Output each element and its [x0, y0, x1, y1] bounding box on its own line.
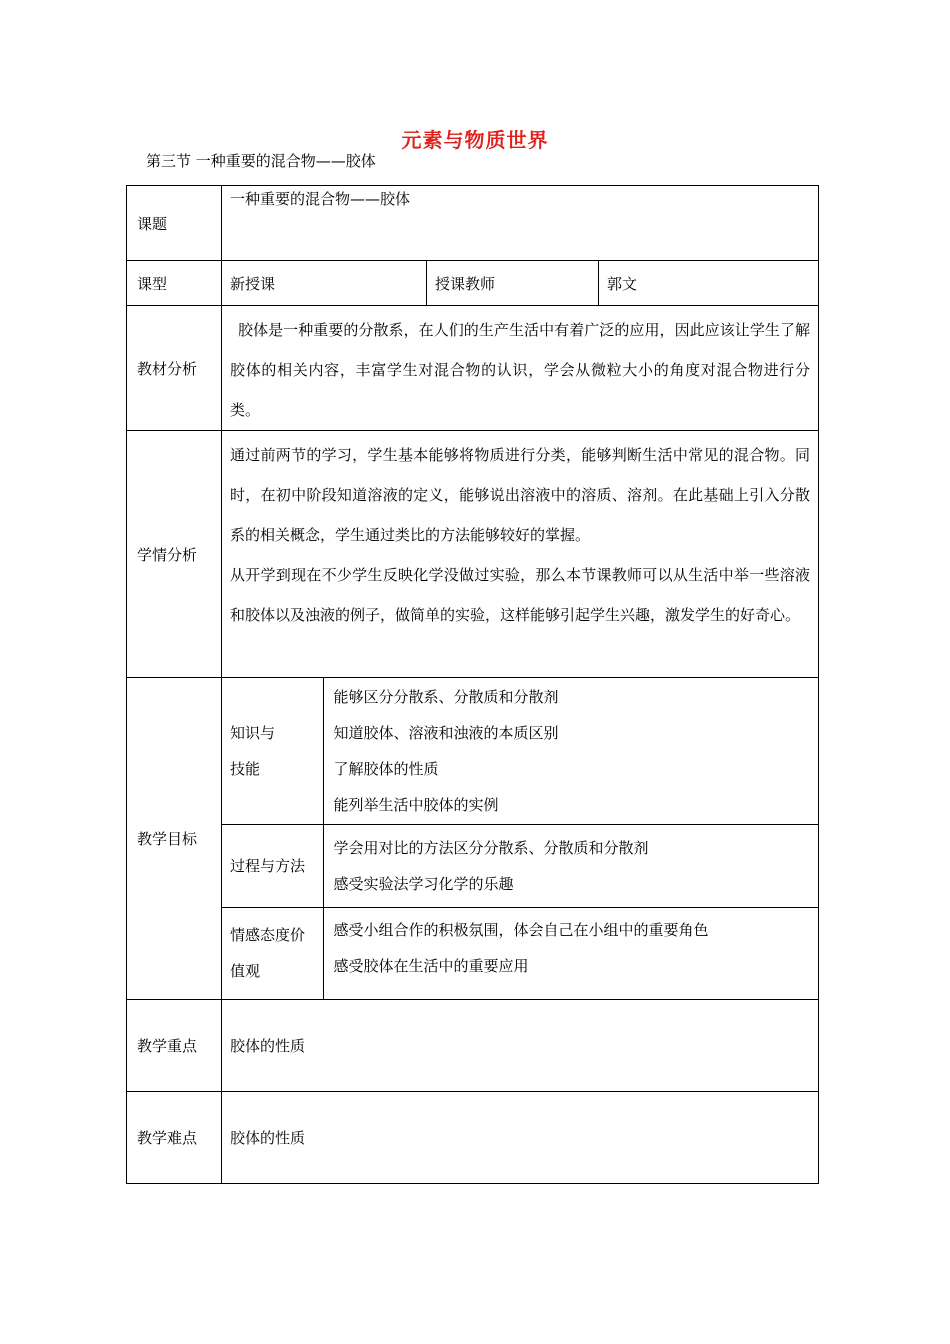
teacher-name: 郭文 — [599, 261, 819, 306]
goal-knowledge-row — [222, 678, 818, 824]
goals-row — [127, 678, 819, 1000]
topic-row — [127, 186, 819, 261]
key-point-row — [127, 1000, 819, 1092]
students-paragraph-2: 从开学到现在不少学生反映化学没做过实验，那么本节课教师可以从生活中举一些溶液和胶体以及浊液的例子，做简单的实验，这样能够引起学生兴趣，激发学生的好奇心。 — [230, 566, 811, 624]
goal-emotion-items — [323, 907, 818, 999]
list-item: 能够区分分散系、分散质和分散剂 — [333, 687, 559, 706]
goal-knowledge-label: 知识与 技能 — [222, 678, 323, 824]
material-row — [127, 306, 819, 431]
list-item: 了解胶体的性质 — [333, 759, 439, 778]
type-row — [127, 261, 819, 306]
document-title: 元素与物质世界 — [401, 128, 549, 152]
list-item: 感受实验法学习化学的乐趣 — [333, 874, 514, 893]
type-value: 新授课 — [222, 261, 427, 306]
difficulty-row — [127, 1092, 819, 1184]
goal-emotion-label: 情感态度价 值观 — [222, 907, 323, 999]
list-item: 感受胶体在生活中的重要应用 — [333, 956, 529, 975]
goal-knowledge-items — [323, 678, 818, 824]
lesson-plan-table — [126, 185, 819, 1184]
section-subtitle: 第三节 一种重要的混合物——胶体 — [146, 152, 376, 170]
material-text: 胶体是一种重要的分散系，在人们的生产生活中有着广泛的应用，因此应该让学生了解胶体的相关内容，丰富学生对混合物的认识，学会从微粒大小的角度对混合物进行分类。 — [230, 321, 811, 419]
students-paragraph-1: 通过前两节的学习，学生基本能够将物质进行分类，能够判断生活中常见的混合物。同时，在初中阶段知道溶液的定义，能够说出溶液中的溶质、溶剂。在此基础上引入分散系的相关概念，学生通过类比的方法能够较好的掌握。 — [230, 446, 811, 544]
list-item: 学会用对比的方法区分分散系、分散质和分散剂 — [333, 838, 649, 857]
key-point-value: 胶体的性质 — [222, 1000, 819, 1092]
type-label: 课型 — [127, 261, 222, 306]
goal-emotion-row — [222, 907, 818, 999]
goals-label: 教学目标 — [127, 678, 222, 1000]
difficulty-label: 教学难点 — [127, 1092, 222, 1184]
material-cell — [222, 306, 819, 431]
list-item: 能列举生活中胶体的实例 — [333, 795, 499, 814]
goals-subtable — [222, 678, 818, 999]
goals-cell — [222, 678, 819, 1000]
goal-process-label: 过程与方法 — [222, 824, 323, 907]
key-point-label: 教学重点 — [127, 1000, 222, 1092]
students-cell — [222, 431, 819, 678]
material-label: 教材分析 — [127, 306, 222, 431]
goal-process-items — [323, 824, 818, 907]
students-label: 学情分析 — [127, 431, 222, 678]
list-item: 知道胶体、溶液和浊液的本质区别 — [333, 723, 559, 742]
goal-process-row — [222, 824, 818, 907]
difficulty-value: 胶体的性质 — [222, 1092, 819, 1184]
topic-label: 课题 — [127, 186, 222, 261]
list-item: 感受小组合作的积极氛围，体会自己在小组中的重要角色 — [333, 920, 709, 939]
students-row — [127, 431, 819, 678]
topic-value: 一种重要的混合物——胶体 — [222, 186, 819, 261]
teacher-label: 授课教师 — [427, 261, 599, 306]
